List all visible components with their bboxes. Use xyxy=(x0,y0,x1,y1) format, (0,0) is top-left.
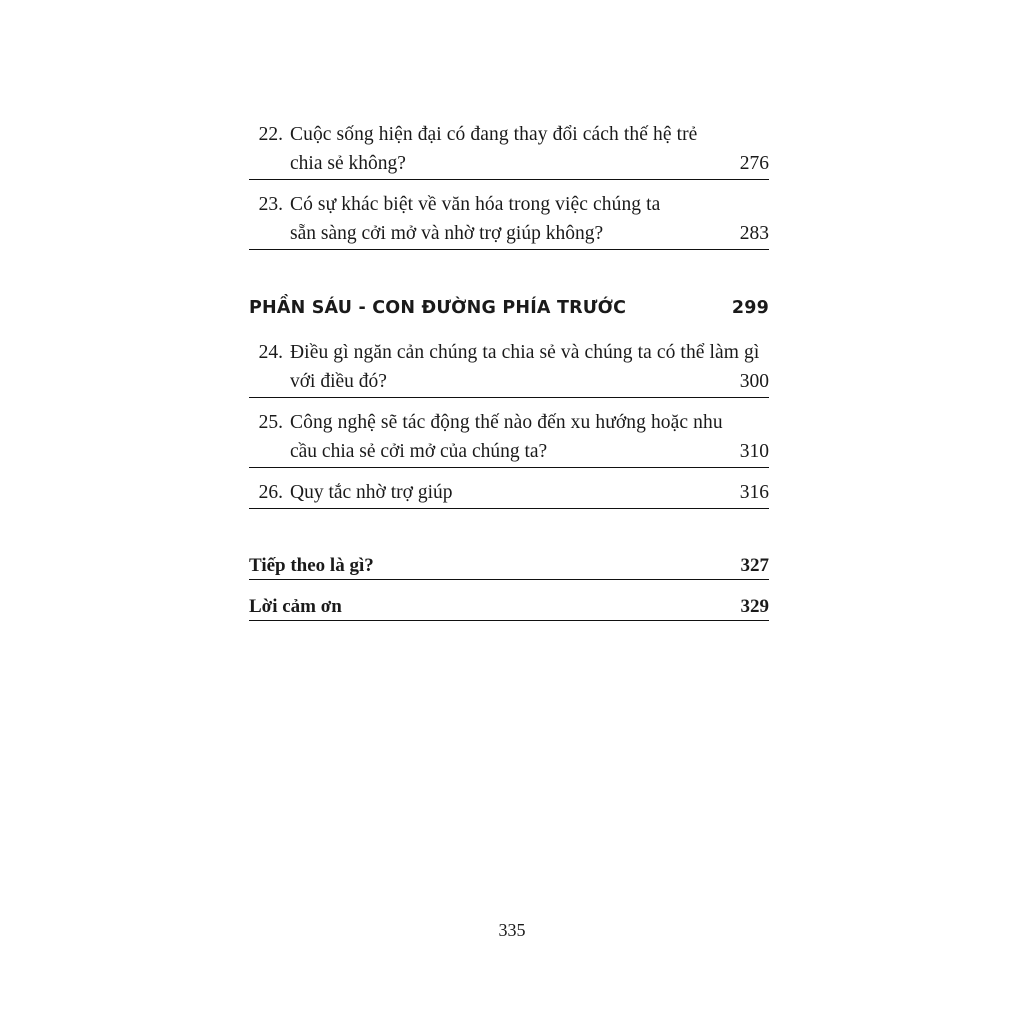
toc-entry-number: 23. xyxy=(258,194,283,215)
toc-entry[interactable] xyxy=(249,408,769,468)
toc-entry-title-line2: với điều đó? xyxy=(290,371,387,392)
toc-part-page: 299 xyxy=(731,298,769,318)
toc-entry-title-line2: Quy tắc nhờ trợ giúp xyxy=(290,482,453,503)
toc-entry-number: 26. xyxy=(258,482,283,503)
spacer xyxy=(249,400,769,408)
toc-back-matter xyxy=(249,555,769,621)
toc-entry[interactable] xyxy=(249,120,769,180)
toc-back-label: Lời cảm ơn xyxy=(249,596,342,617)
toc-entry-number: 24. xyxy=(258,342,283,363)
toc-entry-title-line1: Có sự khác biệt về văn hóa trong việc chúng ta xyxy=(290,194,661,215)
toc-entry[interactable] xyxy=(249,338,769,398)
page-number: 335 xyxy=(498,920,526,940)
toc-part-heading[interactable] xyxy=(249,298,769,318)
toc-entry-title-line1: Điều gì ngăn cản chúng ta chia sẻ và chúng ta có thể làm gì xyxy=(290,342,760,363)
toc-entry-title-line1: Công nghệ sẽ tác động thế nào đến xu hướng hoặc nhu xyxy=(290,412,723,433)
spacer xyxy=(249,182,769,190)
table-of-contents xyxy=(249,120,769,621)
toc-entry-page: 276 xyxy=(739,153,769,174)
toc-entry-number: 22. xyxy=(258,124,283,145)
toc-entry[interactable] xyxy=(249,478,769,509)
toc-entry-title-line2: chia sẻ không? xyxy=(290,153,406,174)
toc-part-title: PHẦN SÁU - CON ĐƯỜNG PHÍA TRƯỚC xyxy=(249,298,627,318)
toc-entry-page: 316 xyxy=(739,482,769,503)
toc-entry-title-line2: cầu chia sẻ cởi mở của chúng ta? xyxy=(290,441,548,462)
toc-entry-title-line1: Cuộc sống hiện đại có đang thay đổi cách thế hệ trẻ xyxy=(290,124,698,145)
toc-entry-page: 283 xyxy=(739,223,769,244)
toc-entry-page: 300 xyxy=(739,371,769,392)
toc-entry-number: 25. xyxy=(258,412,283,433)
toc-back-label: Tiếp theo là gì? xyxy=(249,555,374,576)
toc-back-entry[interactable] xyxy=(249,596,769,621)
toc-entry-page: 310 xyxy=(739,441,769,462)
toc-back-entry[interactable] xyxy=(249,555,769,580)
spacer xyxy=(249,470,769,478)
toc-back-page: 329 xyxy=(740,596,769,617)
toc-entry[interactable] xyxy=(249,190,769,250)
toc-entry-title-line2: sẵn sàng cởi mở và nhờ trợ giúp không? xyxy=(290,223,604,244)
toc-back-page: 327 xyxy=(740,555,769,576)
